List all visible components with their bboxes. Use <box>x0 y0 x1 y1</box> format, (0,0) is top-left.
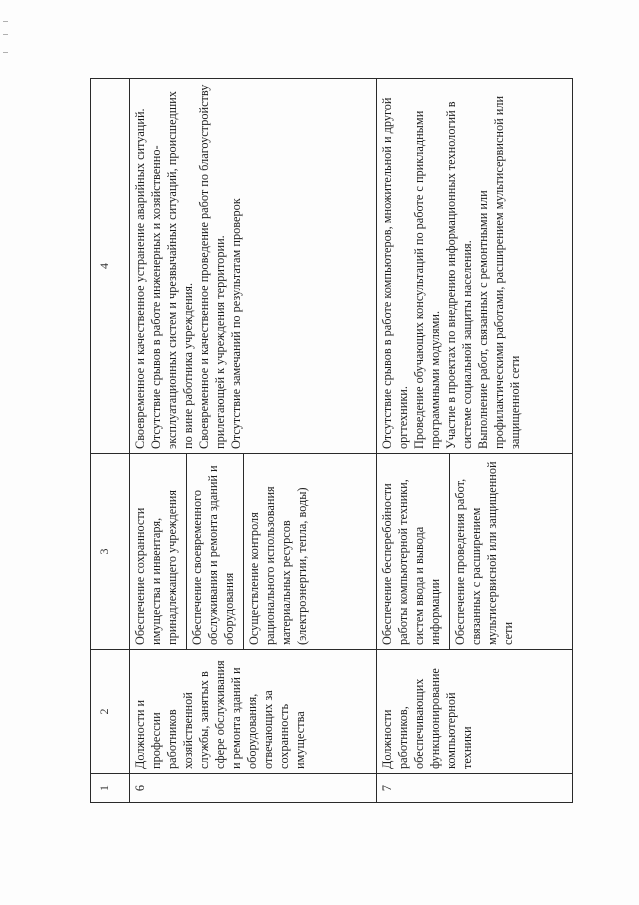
criteria-item: Участие в проектах по внедрению информационных технологий в системе социальной защиты населения. <box>443 101 474 449</box>
tasks-cell <box>376 454 572 650</box>
tasks-cell <box>130 454 377 650</box>
scan-edge-mark <box>3 34 8 35</box>
criteria-cell <box>130 79 377 454</box>
table-header-row <box>91 79 130 803</box>
header-cell-1: 1 <box>91 774 130 803</box>
table-row-7 <box>376 79 572 803</box>
header-cell-2: 2 <box>91 650 130 774</box>
task-item: Осуществление контроля рационального использования материальных ресурсов (электроэнергии, тепла, воды) <box>243 454 316 649</box>
positions-cell: Должности и профессии работников хозяйственной службы, занятых в сфере обслуживания и ремонта зданий и оборудования, отвечающих за сохранность имущества <box>130 650 377 774</box>
positions-cell: Должности работников, обеспечивающих функционирование компьютерной техники <box>376 650 572 774</box>
header-cell-4: 4 <box>91 79 130 454</box>
table-row-6 <box>130 79 377 803</box>
criteria-item: Отсутствие срывов в работе инженерных и хозяйственно-эксплуатационных систем и чрезвычайных ситуаций, происшедших по вине работника учреждения. <box>149 91 195 449</box>
scan-edge-mark <box>3 52 8 53</box>
task-item: Обеспечение сохранности имущества и инвентаря, принадлежащего учреждения <box>133 489 179 645</box>
criteria-cell <box>376 79 572 454</box>
criteria-item: Своевременное и качественное проведение работ по благоустройству прилегающей к учреждения территории. <box>197 84 227 449</box>
criteria-item: Отсутствие срывов в работе компьютеров, множительной и другой оргтехники. <box>379 97 410 449</box>
criteria-item: Своевременное и качественное устранение аварийных ситуаций. <box>133 108 147 449</box>
row-number: 7 <box>376 774 572 803</box>
task-item: Обеспечение бесперебойности работы компьютерной техники, систем ввода и вывода информации <box>379 479 442 645</box>
criteria-table <box>90 78 573 803</box>
header-cell-3: 3 <box>91 454 130 650</box>
task-item: Обеспечение проведения работ, связанных с расширением мультисервисной или защищенной сети <box>449 454 522 649</box>
criteria-item: Отсутствие замечаний по результатам проверок <box>229 198 243 449</box>
rotated-table-wrapper <box>90 79 573 803</box>
task-item: Обеспечение своевременного обслуживания и ремонта зданий и оборудования <box>186 454 243 649</box>
row-number: 6 <box>130 774 377 803</box>
criteria-item: Выполнение работ, связанных с ремонтными или профилактическими работами, расширением мультисервисной или защищенной сети <box>475 95 522 449</box>
criteria-item: Проведение обучающих консультаций по работе с прикладными программными модулями. <box>411 110 442 449</box>
scan-edge-mark <box>3 21 8 22</box>
